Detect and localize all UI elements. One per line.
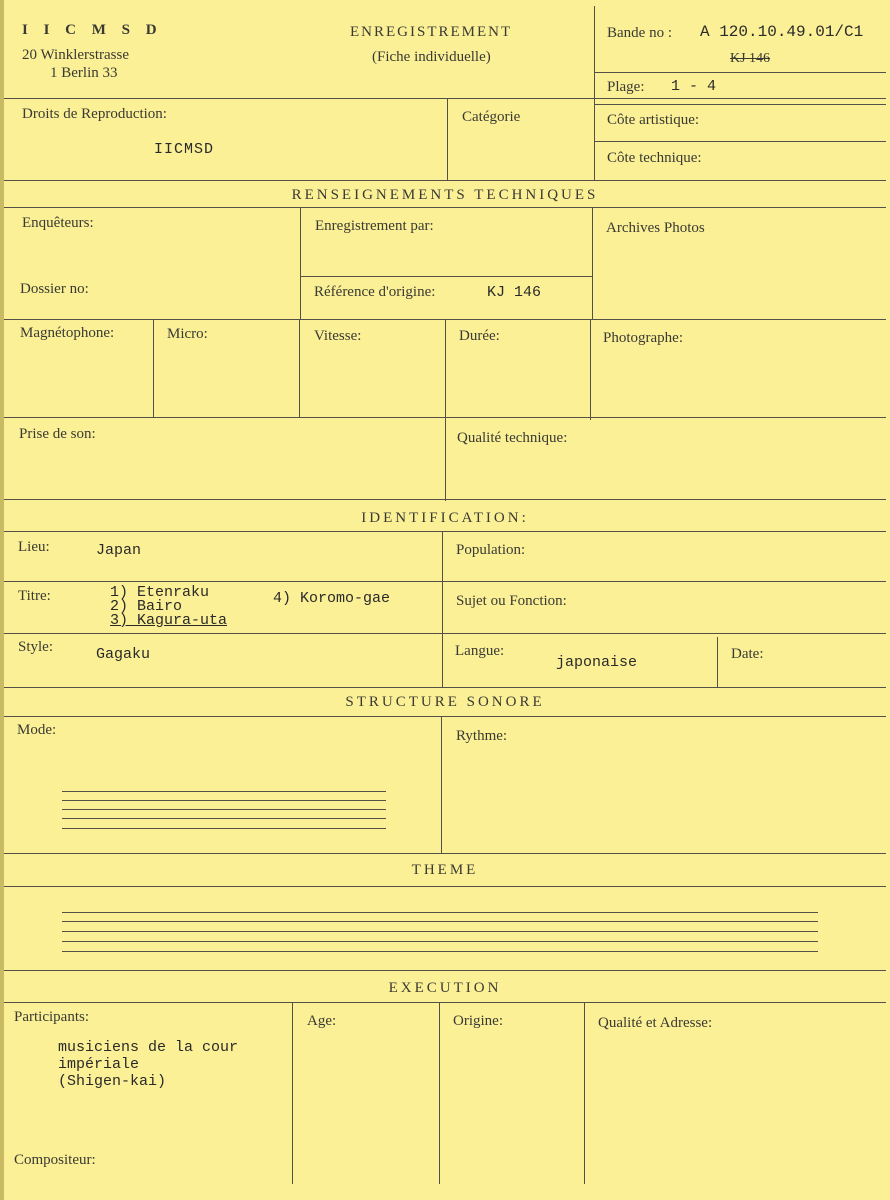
divider — [4, 886, 886, 887]
staff-line — [62, 912, 818, 913]
mode-label: Mode: — [17, 722, 57, 738]
divider — [594, 72, 886, 73]
divider — [300, 276, 592, 277]
divider — [4, 970, 886, 971]
divider — [445, 319, 446, 501]
section-title-execution: EXECUTION — [388, 980, 502, 996]
divider — [4, 1002, 886, 1003]
rythme-label: Rythme: — [456, 728, 508, 744]
lieu-value: Japan — [96, 542, 142, 559]
staff-line — [62, 818, 386, 819]
divider — [441, 716, 442, 853]
participants-value-line-3: (Shigen-kai) — [58, 1073, 167, 1090]
participants-label: Participants: — [14, 1009, 89, 1025]
qualite-technique-label: Qualité technique: — [457, 430, 568, 446]
enqueteurs-label: Enquêteurs: — [22, 215, 94, 231]
divider — [4, 581, 886, 582]
divider — [4, 98, 886, 99]
cote-technique-label: Côte technique: — [607, 150, 702, 166]
bande-label: Bande no : — [607, 25, 672, 41]
divider — [447, 98, 448, 180]
dossier-label: Dossier no: — [20, 281, 89, 297]
participants-value-line-2: impériale — [58, 1056, 140, 1073]
titre-item-2: 2) Bairo — [110, 598, 183, 615]
lieu-label: Lieu: — [18, 539, 50, 555]
reference-label: Référence d'origine: — [314, 284, 436, 300]
staff-line — [62, 800, 386, 801]
section-title-technical: RENSEIGNEMENTS TECHNIQUES — [291, 187, 599, 203]
titre-item-3: 3) Kagura-uta — [110, 612, 228, 629]
staff-line — [62, 941, 818, 942]
divider — [4, 207, 886, 208]
divider — [4, 687, 886, 688]
divider — [594, 141, 886, 142]
titre-item-1: 1) Etenraku — [110, 584, 210, 601]
divider — [4, 499, 886, 500]
staff-line — [62, 951, 818, 952]
age-label: Age: — [307, 1013, 337, 1029]
participants-value-line-1: musiciens de la cour — [58, 1039, 239, 1056]
divider — [4, 531, 886, 532]
section-title-structure: STRUCTURE SONORE — [345, 694, 545, 710]
divider — [4, 633, 886, 634]
form-subtitle: (Fiche individuelle) — [372, 49, 491, 65]
style-label: Style: — [18, 639, 54, 655]
langue-value: japonaise — [556, 654, 638, 671]
origine-label: Origine: — [453, 1013, 503, 1029]
divider — [299, 319, 300, 417]
population-label: Population: — [456, 542, 526, 558]
plage-value: 1 - 4 — [671, 78, 717, 95]
enregistrement-par-label: Enregistrement par: — [315, 218, 434, 234]
duree-label: Durée: — [459, 328, 500, 344]
staff-line — [62, 828, 386, 829]
titre-item-4: 4) Koromo-gae — [273, 590, 391, 607]
divider — [300, 207, 301, 319]
compositeur-label: Compositeur: — [14, 1152, 96, 1168]
langue-label: Langue: — [455, 643, 505, 659]
divider — [153, 319, 154, 417]
divider — [439, 1002, 440, 1184]
staff-line — [62, 931, 818, 932]
divider — [4, 716, 886, 717]
divider — [292, 1002, 293, 1184]
section-title-identification: IDENTIFICATION: — [361, 510, 529, 526]
staff-line — [62, 921, 818, 922]
divider — [717, 637, 718, 687]
qualite-adresse-label: Qualité et Adresse: — [598, 1015, 713, 1031]
titre-label: Titre: — [18, 588, 51, 604]
divider — [4, 417, 886, 418]
vitesse-label: Vitesse: — [314, 328, 362, 344]
bande-struck-value: KJ 146 — [730, 51, 771, 66]
section-title-theme: THEME — [411, 862, 479, 878]
divider — [594, 104, 886, 105]
style-value: Gagaku — [96, 646, 151, 663]
photographe-label: Photographe: — [603, 330, 683, 346]
archives-photos-label: Archives Photos — [606, 220, 705, 236]
address-line-1: 20 Winklerstrasse — [22, 47, 130, 63]
divider — [590, 319, 591, 420]
micro-label: Micro: — [167, 326, 208, 342]
divider — [592, 207, 593, 319]
bande-value: A 120.10.49.01/C1 — [700, 23, 864, 41]
plage-label: Plage: — [607, 79, 645, 95]
form-title: ENREGISTREMENT — [350, 24, 513, 40]
staff-line — [62, 809, 386, 810]
sujet-fonction-label: Sujet ou Fonction: — [456, 593, 567, 609]
address-line-2: 1 Berlin 33 — [50, 65, 118, 81]
droits-label: Droits de Reproduction: — [22, 106, 167, 122]
divider — [584, 1002, 585, 1184]
staff-line — [62, 791, 386, 792]
divider — [4, 853, 886, 854]
divider — [442, 531, 443, 687]
prise-de-son-label: Prise de son: — [19, 426, 96, 442]
date-label: Date: — [731, 646, 764, 662]
reference-value: KJ 146 — [487, 284, 542, 301]
divider — [4, 180, 886, 181]
magnetophone-label: Magnétophone: — [20, 325, 115, 341]
droits-value: IICMSD — [154, 141, 215, 158]
cote-artistique-label: Côte artistique: — [607, 112, 700, 128]
divider — [594, 6, 595, 180]
categorie-label: Catégorie — [462, 109, 521, 125]
institute-logo: I I C M S D — [22, 22, 163, 38]
